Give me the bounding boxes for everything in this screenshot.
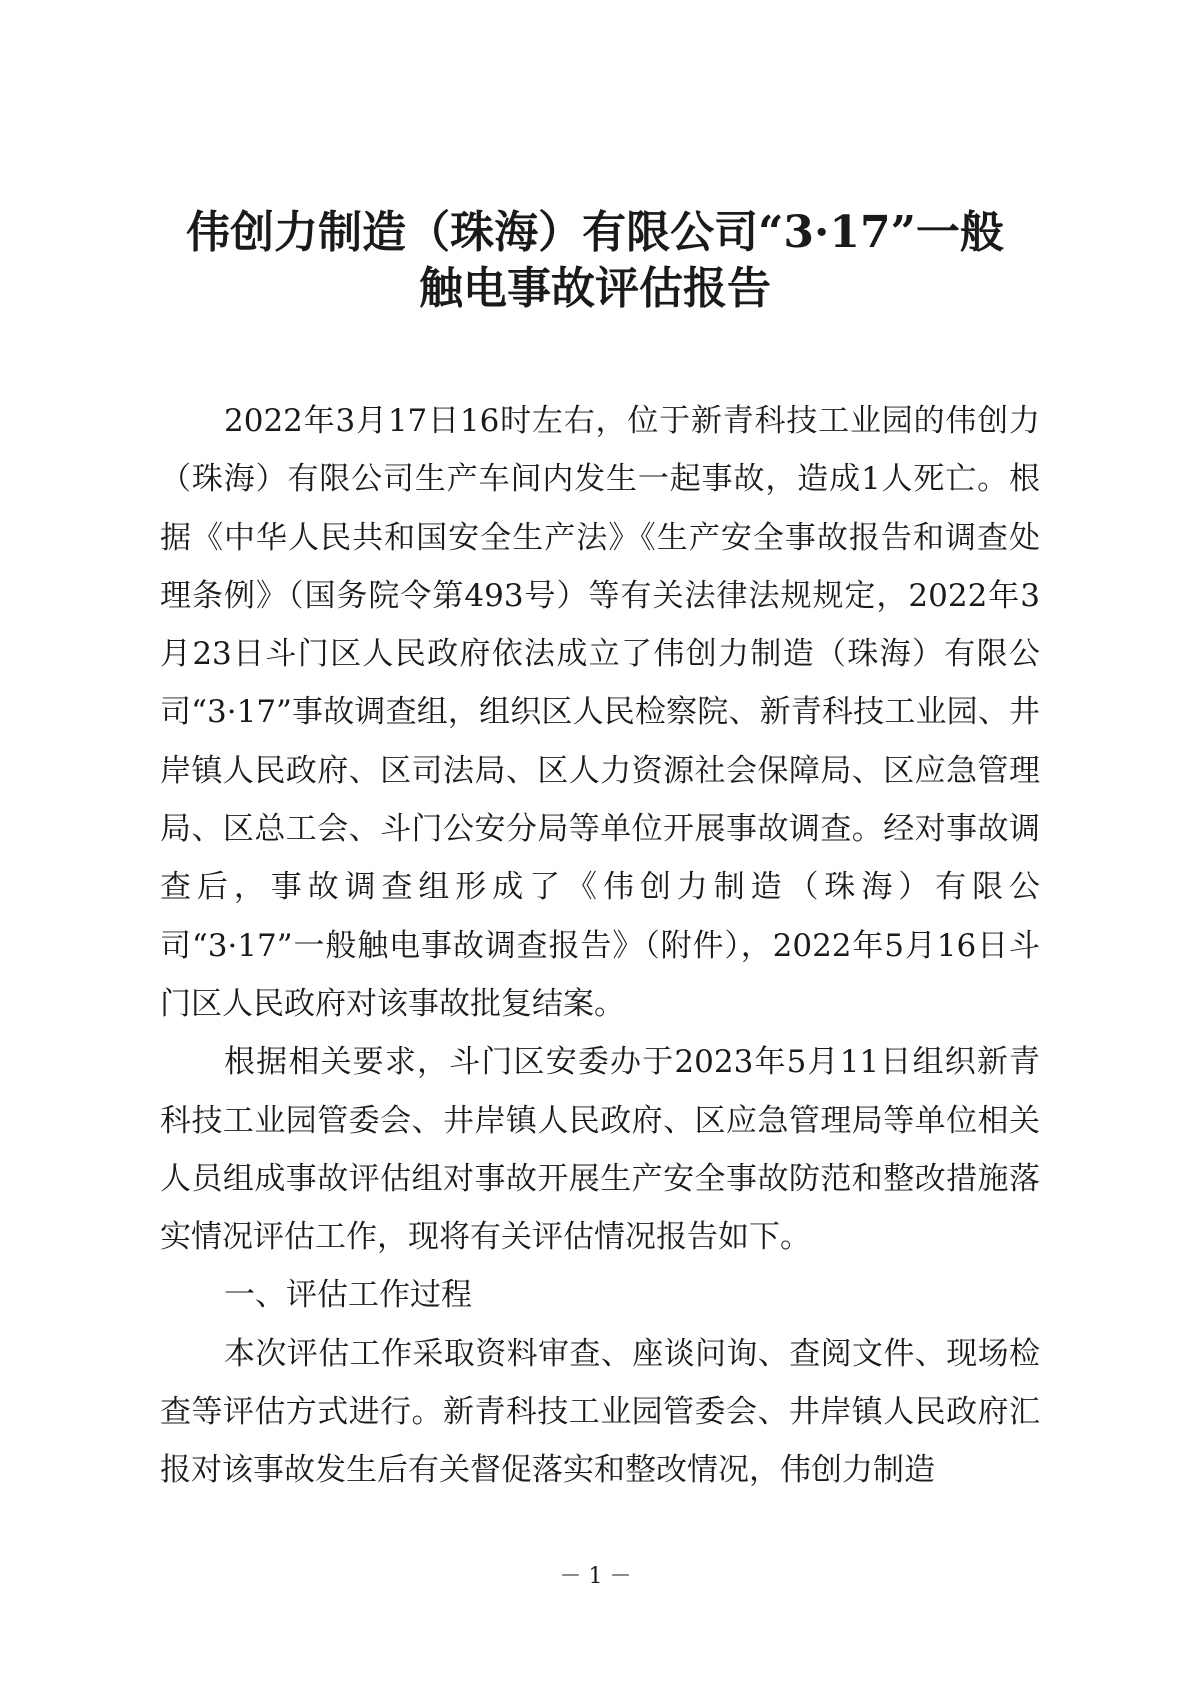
paragraph-assessment-process: 本次评估工作采取资料审查、座谈问询、查阅文件、现场检查等评估方式进行。新青科技工业园管委会、井岸镇人民政府汇报对该事故发生后有关督促落实和整改情况，伟创力制造 xyxy=(160,1335,1040,1489)
section-heading: 一、评估工作过程 xyxy=(224,1277,472,1314)
document-title xyxy=(150,205,1040,317)
title-line-1: 伟创力制造（珠海）有限公司“3·17”一般 xyxy=(186,207,1004,258)
page-number: － 1 － xyxy=(559,1564,632,1589)
paragraph-assessment-intro: 根据相关要求，斗门区安委办于2023年5月11日组织新青科技工业园管委会、井岸镇人民政府、区应急管理局等单位相关人员组成事故评估组对事故开展生产安全事故防范和整改措施落实情况评估工作，现将有关评估情况报告如下。 xyxy=(160,1044,1040,1256)
document-body xyxy=(160,392,1040,1500)
paragraph-incident-summary: 2022年3月17日16时左右，位于新青科技工业园的伟创力（珠海）有限公司生产车间内发生一起事故，造成1人死亡。根据《中华人民共和国安全生产法》《生产安全事故报告和调查处理条例》（国务院令第493号）等有关法律法规规定，2022年3月23日斗门区人民政府依法成立了伟创力制造（珠海）有限公司“3·17”事故调查组，组织区人民检察院、新青科技工业园、井岸镇人民政府、区司法局、区人力资源社会保障局、区应急管理局、区总工会、斗门公安分局等单位开展事故调查。经对事故调查后，事故调查组形成了《伟创力制造（珠海）有限公司“3·17”一般触电事故调查报告》（附件），2022年5月16日斗门区人民政府对该事故批复结案。 xyxy=(160,403,1040,1022)
title-line-2: 触电事故评估报告 xyxy=(419,263,771,314)
